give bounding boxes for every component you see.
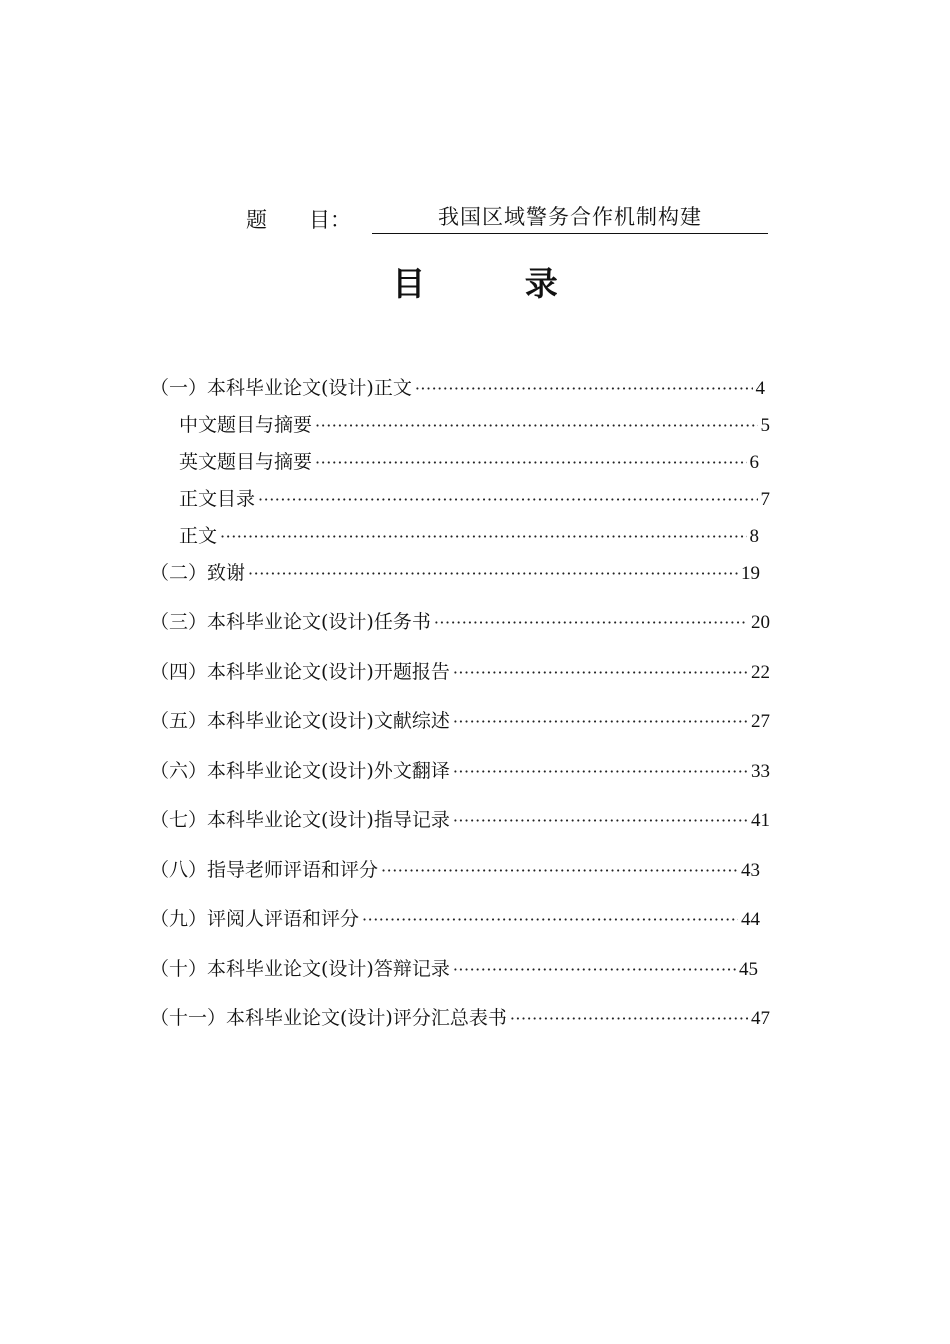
toc-entry-page: 43 bbox=[741, 860, 760, 881]
toc-entry[interactable] bbox=[150, 658, 770, 686]
thesis-title-row bbox=[246, 200, 770, 234]
toc-dot-leader bbox=[453, 807, 748, 835]
toc-entry[interactable] bbox=[179, 448, 759, 476]
toc-dot-leader bbox=[315, 412, 757, 440]
toc-entry-page: 4 bbox=[755, 378, 765, 399]
toc-entry-label: （三）本科毕业论文(设计)任务书 bbox=[150, 611, 431, 633]
toc-entry-label: （八）指导老师评语和评分 bbox=[150, 859, 379, 881]
toc-entry[interactable] bbox=[150, 707, 770, 735]
toc-entry[interactable] bbox=[150, 374, 765, 402]
toc-entry-page: 8 bbox=[749, 526, 759, 547]
toc-entry-page: 5 bbox=[760, 415, 770, 436]
toc-entry[interactable] bbox=[150, 1004, 770, 1032]
toc-entry-page: 44 bbox=[741, 909, 760, 930]
toc-entry-page: 6 bbox=[749, 452, 759, 473]
toc-dot-leader bbox=[381, 857, 738, 885]
toc-entry[interactable] bbox=[179, 411, 770, 439]
toc-heading: 目 录 bbox=[392, 264, 602, 303]
toc-entry-label: （九）评阅人评语和评分 bbox=[150, 908, 360, 930]
toc-entry-label: （二）致谢 bbox=[150, 562, 246, 584]
toc-dot-leader bbox=[453, 758, 748, 786]
toc-entry-label: （六）本科毕业论文(设计)外文翻译 bbox=[150, 760, 450, 782]
toc-entry-page: 22 bbox=[751, 662, 770, 683]
toc-dot-leader bbox=[453, 659, 748, 687]
toc-dot-leader bbox=[315, 449, 746, 477]
toc-entry-label: 英文题目与摘要 bbox=[179, 451, 313, 473]
toc-entry-label: （十）本科毕业论文(设计)答辩记录 bbox=[150, 958, 450, 980]
toc-dot-leader bbox=[510, 1005, 748, 1033]
toc-entry-label: 中文题目与摘要 bbox=[179, 414, 313, 436]
toc-entry[interactable] bbox=[150, 608, 770, 636]
toc-entry-label: （五）本科毕业论文(设计)文献综述 bbox=[150, 710, 450, 732]
toc-entry-page: 33 bbox=[751, 761, 770, 782]
toc-dot-leader bbox=[258, 486, 757, 514]
thesis-title-label: 题 目： bbox=[246, 208, 351, 232]
toc-entry-label: （四）本科毕业论文(设计)开题报告 bbox=[150, 661, 450, 683]
toc-entry[interactable] bbox=[150, 856, 760, 884]
thesis-title-value: 我国区域警务合作机制构建 bbox=[372, 201, 768, 234]
toc-entry-label: （一）本科毕业论文(设计)正文 bbox=[150, 377, 412, 399]
toc-dot-leader bbox=[362, 906, 738, 934]
toc-dot-leader bbox=[220, 523, 746, 551]
toc-entry-page: 19 bbox=[741, 563, 760, 584]
toc-entry[interactable] bbox=[150, 806, 770, 834]
toc-dot-leader bbox=[415, 375, 753, 403]
toc-dot-leader bbox=[453, 956, 736, 984]
toc-entry-page: 20 bbox=[751, 612, 770, 633]
toc-entry[interactable] bbox=[150, 905, 760, 933]
toc-entry[interactable] bbox=[150, 559, 760, 587]
toc-entry[interactable] bbox=[179, 485, 770, 513]
toc-dot-leader bbox=[248, 560, 738, 588]
toc-entry-page: 7 bbox=[760, 489, 770, 510]
toc-entry-page: 45 bbox=[739, 959, 758, 980]
toc-entry-page: 27 bbox=[751, 711, 770, 732]
toc-dot-leader bbox=[434, 609, 748, 637]
toc-entry[interactable] bbox=[179, 522, 759, 550]
toc-entry-page: 47 bbox=[751, 1008, 770, 1029]
toc-entry-label: （十一）本科毕业论文(设计)评分汇总表书 bbox=[150, 1007, 507, 1029]
toc-entry[interactable] bbox=[150, 757, 770, 785]
toc-entry-label: 正文 bbox=[179, 525, 218, 547]
toc-entry-label: 正文目录 bbox=[179, 488, 256, 510]
toc-dot-leader bbox=[453, 708, 748, 736]
toc-entry[interactable] bbox=[150, 955, 758, 983]
toc-entry-page: 41 bbox=[751, 810, 770, 831]
toc-entry-label: （七）本科毕业论文(设计)指导记录 bbox=[150, 809, 450, 831]
